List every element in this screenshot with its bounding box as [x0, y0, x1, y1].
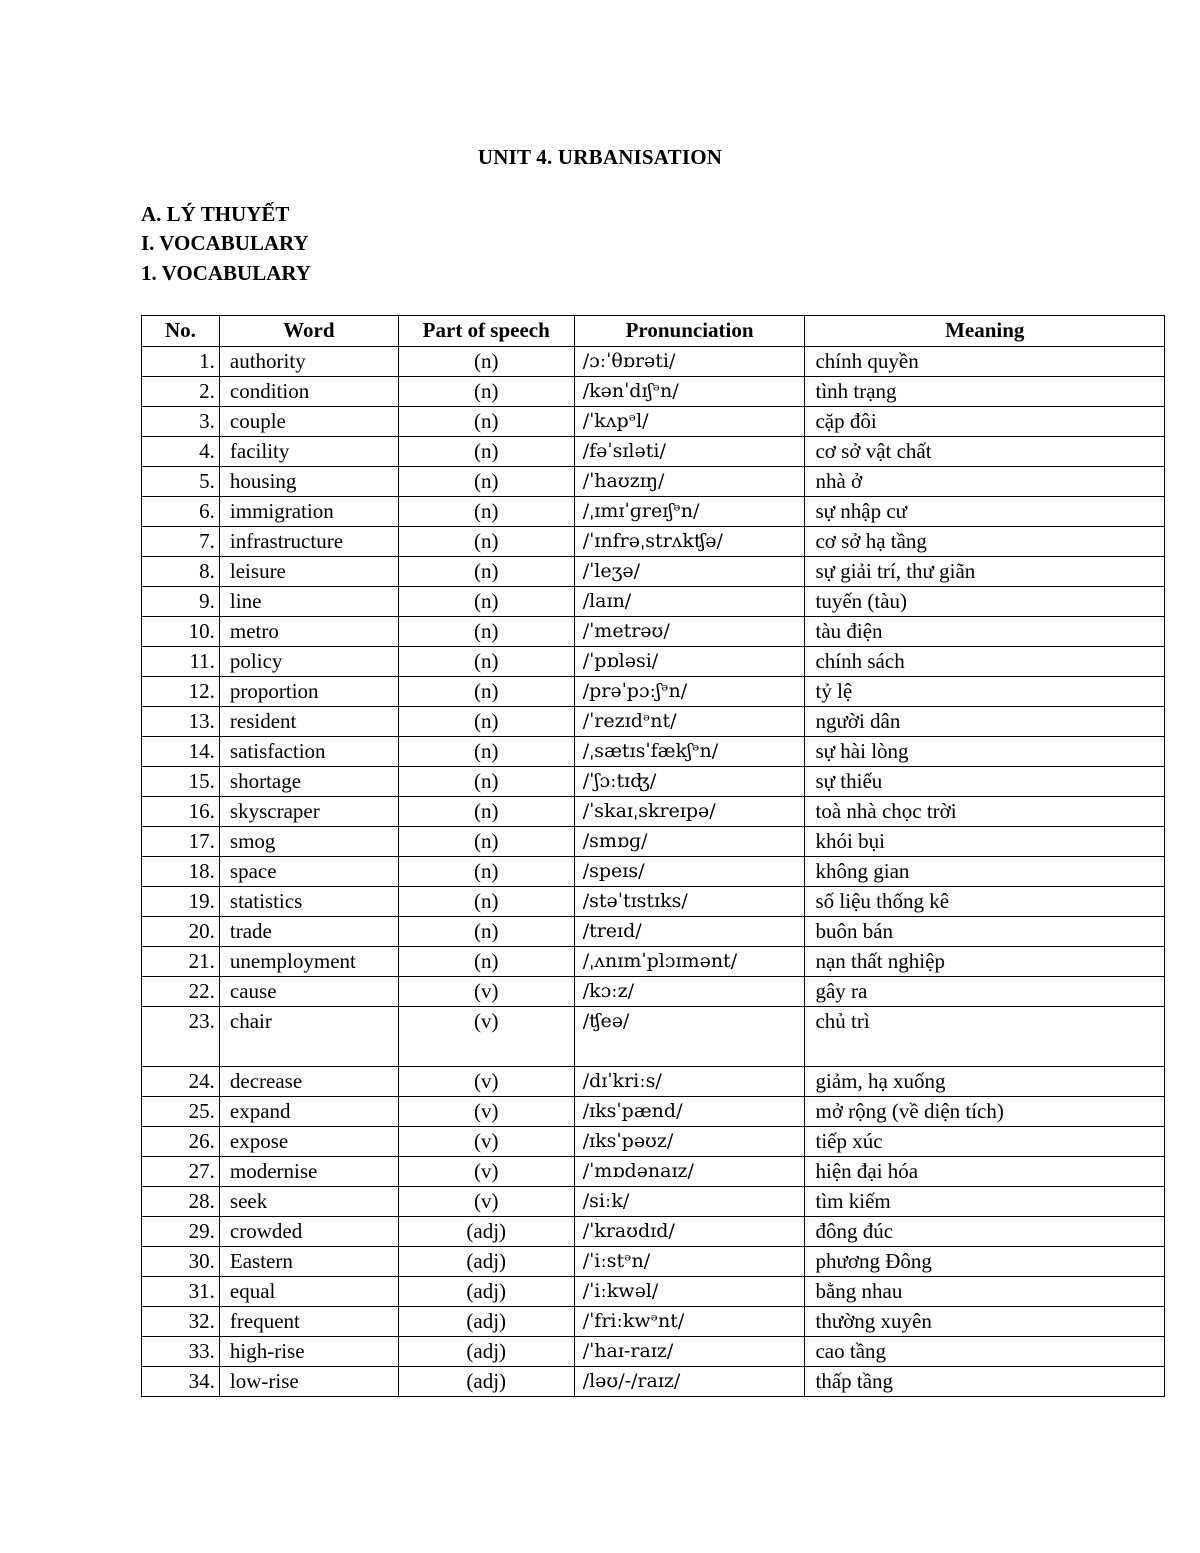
cell-meaning: khói bụi [805, 827, 1165, 857]
table-row [142, 947, 1165, 977]
section-heading-vocabulary: I. VOCABULARY [141, 231, 309, 255]
table-row [142, 1157, 1165, 1187]
cell-pronunciation: /ˈhaɪ-raɪz/ [574, 1337, 805, 1367]
cell-no: 14. [142, 737, 220, 767]
cell-pronunciation: /ɪksˈpəʊz/ [574, 1127, 805, 1157]
cell-pronunciation: /ʧeə/ [574, 1007, 805, 1067]
cell-no: 24. [142, 1067, 220, 1097]
cell-meaning: mở rộng (về diện tích) [805, 1097, 1165, 1127]
cell-word: metro [219, 617, 398, 647]
cell-meaning: nạn thất nghiệp [805, 947, 1165, 977]
cell-no: 11. [142, 647, 220, 677]
subsection-heading-vocabulary: 1. VOCABULARY [141, 261, 311, 285]
cell-meaning: sự hài lòng [805, 737, 1165, 767]
cell-word: housing [219, 467, 398, 497]
cell-no: 22. [142, 977, 220, 1007]
table-row [142, 857, 1165, 887]
cell-part-of-speech: (n) [398, 617, 574, 647]
cell-word: line [219, 587, 398, 617]
cell-part-of-speech: (adj) [398, 1217, 574, 1247]
cell-meaning: tỷ lệ [805, 677, 1165, 707]
cell-pronunciation: /stəˈtɪstɪks/ [574, 887, 805, 917]
cell-part-of-speech: (v) [398, 977, 574, 1007]
table-row [142, 1067, 1165, 1097]
cell-meaning: nhà ở [805, 467, 1165, 497]
table-row [142, 1337, 1165, 1367]
table-row [142, 587, 1165, 617]
table-row [142, 917, 1165, 947]
cell-no: 31. [142, 1277, 220, 1307]
cell-meaning: toà nhà chọc trời [805, 797, 1165, 827]
cell-meaning: giảm, hạ xuống [805, 1067, 1165, 1097]
cell-part-of-speech: (n) [398, 737, 574, 767]
cell-meaning: đông đúc [805, 1217, 1165, 1247]
cell-no: 19. [142, 887, 220, 917]
cell-part-of-speech: (adj) [398, 1367, 574, 1397]
cell-meaning: tiếp xúc [805, 1127, 1165, 1157]
table-header-row [142, 316, 1165, 347]
cell-part-of-speech: (n) [398, 347, 574, 377]
cell-part-of-speech: (v) [398, 1097, 574, 1127]
cell-part-of-speech: (adj) [398, 1307, 574, 1337]
cell-no: 13. [142, 707, 220, 737]
vocabulary-table [141, 315, 1165, 1397]
cell-word: statistics [219, 887, 398, 917]
cell-meaning: sự nhập cư [805, 497, 1165, 527]
cell-pronunciation: /treɪd/ [574, 917, 805, 947]
cell-word: space [219, 857, 398, 887]
cell-word: resident [219, 707, 398, 737]
page-title: UNIT 4. URBANISATION [477, 145, 723, 169]
header-meaning: Meaning [805, 316, 1165, 347]
cell-pronunciation: /ˈrezɪdᵊnt/ [574, 707, 805, 737]
cell-word: low-rise [219, 1367, 398, 1397]
cell-meaning: buôn bán [805, 917, 1165, 947]
cell-part-of-speech: (n) [398, 677, 574, 707]
table-row [142, 467, 1165, 497]
header-part-of-speech: Part of speech [398, 316, 574, 347]
cell-pronunciation: /ˈɪnfrəˌstrʌkʧə/ [574, 527, 805, 557]
cell-part-of-speech: (v) [398, 1127, 574, 1157]
cell-pronunciation: /ləʊ/-/raɪz/ [574, 1367, 805, 1397]
cell-part-of-speech: (n) [398, 587, 574, 617]
cell-pronunciation: /ɪksˈpænd/ [574, 1097, 805, 1127]
cell-no: 28. [142, 1187, 220, 1217]
cell-word: expose [219, 1127, 398, 1157]
table-row [142, 827, 1165, 857]
table-row [142, 347, 1165, 377]
cell-word: infrastructure [219, 527, 398, 557]
cell-word: immigration [219, 497, 398, 527]
cell-word: proportion [219, 677, 398, 707]
table-row [142, 1307, 1165, 1337]
cell-pronunciation: /ˈʃɔːtɪʤ/ [574, 767, 805, 797]
cell-part-of-speech: (n) [398, 647, 574, 677]
cell-part-of-speech: (adj) [398, 1277, 574, 1307]
table-row [142, 1097, 1165, 1127]
cell-meaning: thường xuyên [805, 1307, 1165, 1337]
cell-pronunciation: /prəˈpɔːʃᵊn/ [574, 677, 805, 707]
cell-part-of-speech: (v) [398, 1157, 574, 1187]
table-row [142, 767, 1165, 797]
table-row [142, 677, 1165, 707]
cell-no: 12. [142, 677, 220, 707]
cell-meaning: số liệu thống kê [805, 887, 1165, 917]
cell-word: frequent [219, 1307, 398, 1337]
cell-no: 6. [142, 497, 220, 527]
cell-meaning: không gian [805, 857, 1165, 887]
cell-part-of-speech: (v) [398, 1007, 574, 1067]
cell-meaning: tìm kiếm [805, 1187, 1165, 1217]
cell-word: shortage [219, 767, 398, 797]
cell-word: skyscraper [219, 797, 398, 827]
cell-word: trade [219, 917, 398, 947]
cell-word: satisfaction [219, 737, 398, 767]
cell-part-of-speech: (v) [398, 1187, 574, 1217]
cell-part-of-speech: (n) [398, 947, 574, 977]
cell-word: condition [219, 377, 398, 407]
table-row [142, 527, 1165, 557]
cell-meaning: hiện đại hóa [805, 1157, 1165, 1187]
table-row [142, 617, 1165, 647]
cell-meaning: tuyến (tàu) [805, 587, 1165, 617]
table-row [142, 377, 1165, 407]
cell-pronunciation: /siːk/ [574, 1187, 805, 1217]
cell-no: 33. [142, 1337, 220, 1367]
cell-pronunciation: /ˈkraʊdɪd/ [574, 1217, 805, 1247]
cell-pronunciation: /ˈhaʊzɪŋ/ [574, 467, 805, 497]
table-row [142, 497, 1165, 527]
cell-pronunciation: /ˈkʌpᵊl/ [574, 407, 805, 437]
cell-meaning: tàu điện [805, 617, 1165, 647]
table-row [142, 1007, 1165, 1067]
cell-no: 8. [142, 557, 220, 587]
cell-part-of-speech: (n) [398, 527, 574, 557]
cell-no: 34. [142, 1367, 220, 1397]
cell-no: 16. [142, 797, 220, 827]
cell-no: 27. [142, 1157, 220, 1187]
cell-pronunciation: /laɪn/ [574, 587, 805, 617]
cell-pronunciation: /ˈmetrəʊ/ [574, 617, 805, 647]
cell-pronunciation: /kənˈdɪʃᵊn/ [574, 377, 805, 407]
cell-word: decrease [219, 1067, 398, 1097]
cell-meaning: cơ sở vật chất [805, 437, 1165, 467]
cell-pronunciation: /ˈfriːkwᵊnt/ [574, 1307, 805, 1337]
cell-word: leisure [219, 557, 398, 587]
cell-meaning: cơ sở hạ tầng [805, 527, 1165, 557]
cell-meaning: chính sách [805, 647, 1165, 677]
cell-no: 25. [142, 1097, 220, 1127]
cell-meaning: thấp tầng [805, 1367, 1165, 1397]
cell-pronunciation: /ˌsætɪsˈfækʃᵊn/ [574, 737, 805, 767]
cell-word: expand [219, 1097, 398, 1127]
table-row [142, 1367, 1165, 1397]
table-body [142, 347, 1165, 1397]
cell-no: 3. [142, 407, 220, 437]
cell-no: 30. [142, 1247, 220, 1277]
cell-pronunciation: /ˈmɒdənaɪz/ [574, 1157, 805, 1187]
cell-part-of-speech: (n) [398, 707, 574, 737]
table-row [142, 647, 1165, 677]
cell-no: 26. [142, 1127, 220, 1157]
cell-part-of-speech: (n) [398, 917, 574, 947]
table-row [142, 887, 1165, 917]
cell-word: policy [219, 647, 398, 677]
cell-meaning: tình trạng [805, 377, 1165, 407]
table-row [142, 557, 1165, 587]
cell-word: couple [219, 407, 398, 437]
cell-pronunciation: /ˈskaɪˌskreɪpə/ [574, 797, 805, 827]
cell-meaning: bằng nhau [805, 1277, 1165, 1307]
cell-word: equal [219, 1277, 398, 1307]
cell-meaning: gây ra [805, 977, 1165, 1007]
cell-word: smog [219, 827, 398, 857]
table-row [142, 407, 1165, 437]
table-row [142, 1277, 1165, 1307]
cell-no: 1. [142, 347, 220, 377]
header-word: Word [219, 316, 398, 347]
cell-pronunciation: /dɪˈkriːs/ [574, 1067, 805, 1097]
cell-no: 29. [142, 1217, 220, 1247]
cell-word: crowded [219, 1217, 398, 1247]
cell-word: high-rise [219, 1337, 398, 1367]
cell-part-of-speech: (adj) [398, 1337, 574, 1367]
table-row [142, 1187, 1165, 1217]
cell-no: 10. [142, 617, 220, 647]
cell-meaning: người dân [805, 707, 1165, 737]
cell-part-of-speech: (n) [398, 377, 574, 407]
cell-word: unemployment [219, 947, 398, 977]
cell-meaning: cặp đôi [805, 407, 1165, 437]
table-row [142, 707, 1165, 737]
cell-no: 15. [142, 767, 220, 797]
cell-no: 20. [142, 917, 220, 947]
cell-part-of-speech: (n) [398, 767, 574, 797]
table-row [142, 437, 1165, 467]
cell-meaning: sự thiếu [805, 767, 1165, 797]
cell-pronunciation: /kɔːz/ [574, 977, 805, 1007]
cell-meaning: phương Đông [805, 1247, 1165, 1277]
cell-part-of-speech: (n) [398, 557, 574, 587]
cell-pronunciation: /ˈleʒə/ [574, 557, 805, 587]
cell-no: 9. [142, 587, 220, 617]
cell-word: seek [219, 1187, 398, 1217]
cell-part-of-speech: (n) [398, 857, 574, 887]
cell-word: cause [219, 977, 398, 1007]
table-row [142, 737, 1165, 767]
table-row [142, 1247, 1165, 1277]
cell-pronunciation: /fəˈsɪləti/ [574, 437, 805, 467]
cell-part-of-speech: (n) [398, 797, 574, 827]
cell-pronunciation: /speɪs/ [574, 857, 805, 887]
cell-word: chair [219, 1007, 398, 1067]
cell-part-of-speech: (n) [398, 467, 574, 497]
cell-no: 4. [142, 437, 220, 467]
cell-no: 21. [142, 947, 220, 977]
cell-meaning: sự giải trí, thư giãn [805, 557, 1165, 587]
cell-word: authority [219, 347, 398, 377]
cell-pronunciation: /smɒɡ/ [574, 827, 805, 857]
cell-part-of-speech: (adj) [398, 1247, 574, 1277]
cell-pronunciation: /ˈiːstᵊn/ [574, 1247, 805, 1277]
cell-no: 5. [142, 467, 220, 497]
table-row [142, 1217, 1165, 1247]
cell-no: 23. [142, 1007, 220, 1067]
cell-part-of-speech: (n) [398, 407, 574, 437]
cell-part-of-speech: (n) [398, 497, 574, 527]
header-pronunciation: Pronunciation [574, 316, 805, 347]
section-heading-theory: A. LÝ THUYẾT [141, 202, 290, 226]
cell-no: 17. [142, 827, 220, 857]
cell-part-of-speech: (v) [398, 1067, 574, 1097]
cell-meaning: chính quyền [805, 347, 1165, 377]
cell-no: 18. [142, 857, 220, 887]
header-no: No. [142, 316, 220, 347]
cell-meaning: chủ trì [805, 1007, 1165, 1067]
table-row [142, 797, 1165, 827]
cell-no: 32. [142, 1307, 220, 1337]
cell-no: 7. [142, 527, 220, 557]
cell-word: modernise [219, 1157, 398, 1187]
cell-pronunciation: /ˌʌnɪmˈplɔɪmənt/ [574, 947, 805, 977]
cell-meaning: cao tầng [805, 1337, 1165, 1367]
cell-word: Eastern [219, 1247, 398, 1277]
cell-part-of-speech: (n) [398, 437, 574, 467]
cell-part-of-speech: (n) [398, 827, 574, 857]
cell-pronunciation: /ɔːˈθɒrəti/ [574, 347, 805, 377]
cell-no: 2. [142, 377, 220, 407]
cell-pronunciation: /ˌɪmɪˈɡreɪʃᵊn/ [574, 497, 805, 527]
cell-word: facility [219, 437, 398, 467]
cell-part-of-speech: (n) [398, 887, 574, 917]
cell-pronunciation: /ˈiːkwəl/ [574, 1277, 805, 1307]
table-row [142, 1127, 1165, 1157]
table-row [142, 977, 1165, 1007]
cell-pronunciation: /ˈpɒləsi/ [574, 647, 805, 677]
